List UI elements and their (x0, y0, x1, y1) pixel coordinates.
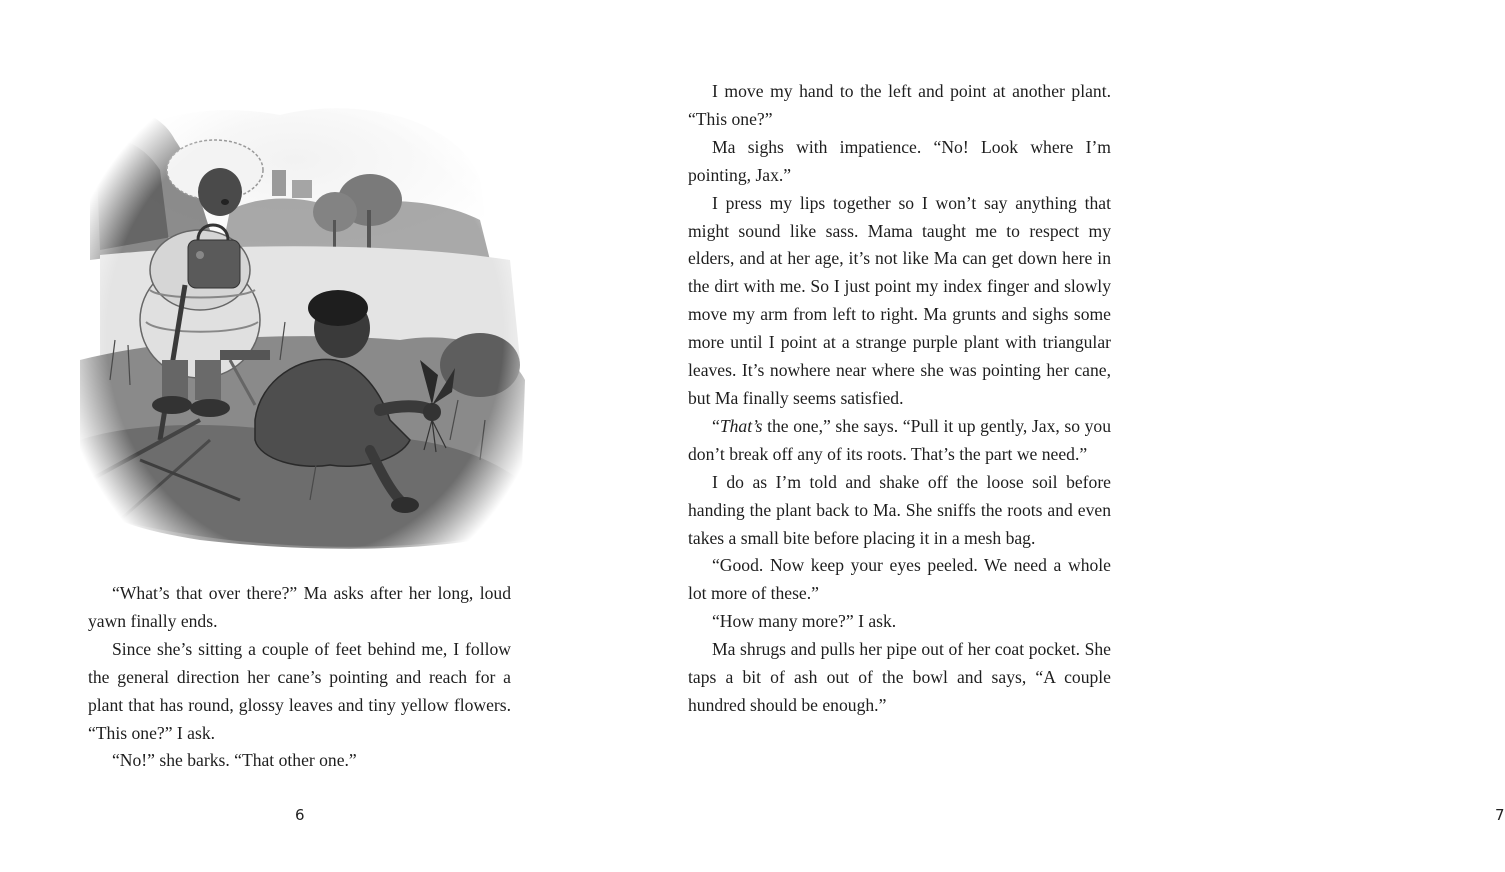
paragraph: Ma sighs with impatience. “No! Look where I’m pointing, Jax.” (688, 136, 1111, 185)
left-page-body (88, 580, 511, 775)
illustration-grandmother-and-boy (80, 60, 530, 560)
paragraph: “How many more?” I ask. (712, 611, 897, 632)
paragraph: I press my lips together so I won’t say anything that might sound like sass. Mama taught me to respect my elders, and at her age, it’s not like Ma can get down here in the dirt with me. So I just point my index finger and slowly move my arm from left to right. Ma grunts and sighs some more until I point at a strange purple plant with triangular leaves. It’s nowhere near where she was pointing her cane, but Ma finally seems satisfied. (688, 192, 1111, 408)
open-quote: “ (712, 415, 720, 436)
paragraph-with-emphasis (688, 413, 1111, 469)
paragraph: “No!” she barks. “That other one.” (112, 750, 357, 771)
paragraph: I move my hand to the left and point at another plant. “This one?” (688, 81, 1111, 129)
page-number-right: 7 (1495, 806, 1505, 824)
right-page (600, 0, 1505, 872)
left-page (0, 0, 600, 872)
paragraph: “Good. Now keep your eyes peeled. We need a whole lot more of these.” (688, 555, 1111, 604)
right-page-body (688, 78, 1111, 720)
emphasized-word: That’s (719, 415, 763, 436)
paragraph: “What’s that over there?” Ma asks after her long, loud yawn finally ends. (88, 583, 511, 631)
paragraph-rest: the one,” she says. “Pull it up gently, Jax, so you don’t break off any of its roots. That’s the part we need.” (688, 415, 1111, 464)
paragraph: Since she’s sitting a couple of feet behind me, I follow the general direction her cane’s pointing and reach for a plant that has round, glossy leaves and tiny yellow flowers. “This one?” I ask. (88, 638, 511, 743)
page-number-left: 6 (295, 806, 305, 824)
paragraph: Ma shrugs and pulls her pipe out of her coat pocket. She taps a bit of ash out of the bowl and says, “A couple hundred should be enough.” (688, 639, 1111, 715)
paragraph: I do as I’m told and shake off the loose soil before handing the plant back to Ma. She sniffs the roots and even takes a small bite before placing it in a mesh bag. (688, 471, 1111, 548)
